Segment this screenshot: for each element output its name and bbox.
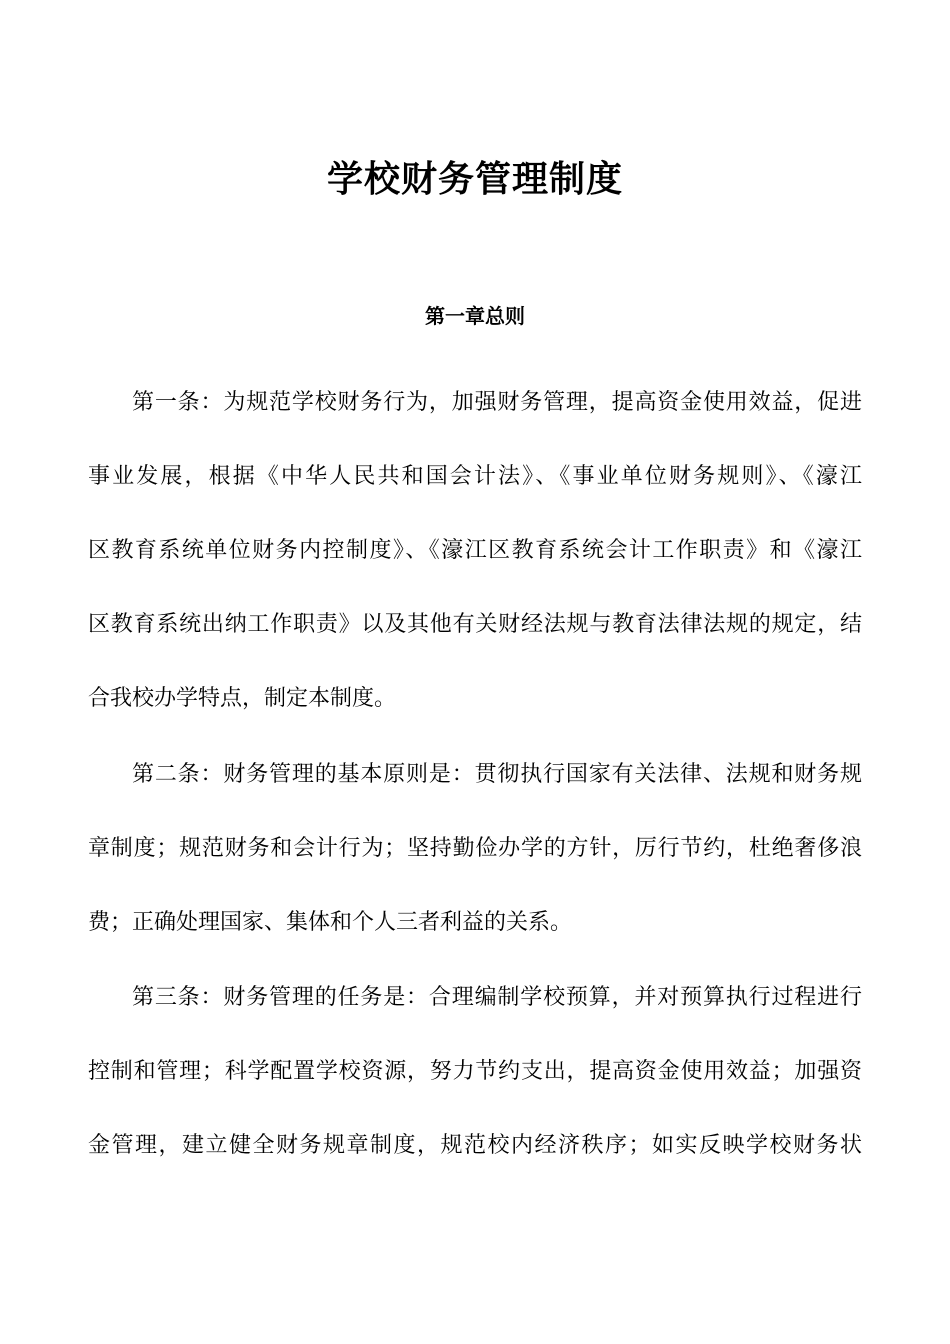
chapter-heading: 第一章总则 xyxy=(425,304,525,328)
article-3-line: 金管理，建立健全财务规章制度，规范校内经济秩序；如实反映学校财务状 xyxy=(88,1133,862,1158)
document-title: 学校财务管理制度 xyxy=(326,159,623,200)
article-1-line: 区教育系统单位财务内控制度》、《濠江区教育系统会计工作职责》和《濠江 xyxy=(88,538,862,563)
article-2-line: 第二条：财务管理的基本原则是：贯彻执行国家有关法律、法规和财务规 xyxy=(132,762,862,787)
article-1-line: 区教育系统出纳工作职责》以及其他有关财经法规与教育法律法规的规定，结 xyxy=(88,612,862,637)
article-2-line: 费；正确处理国家、集体和个人三者利益的关系。 xyxy=(88,910,573,935)
article-1-line: 第一条：为规范学校财务行为，加强财务管理，提高资金使用效益，促进 xyxy=(132,390,862,415)
article-1-line: 事业发展，根据《中华人民共和国会计法》、《事业单位财务规则》、《濠江 xyxy=(88,464,862,489)
article-3-line: 控制和管理；科学配置学校资源，努力节约支出，提高资金使用效益；加强资 xyxy=(88,1059,862,1084)
article-2-line: 章制度；规范财务和会计行为；坚持勤俭办学的方针，厉行节约，杜绝奢侈浪 xyxy=(88,836,862,861)
article-1-line: 合我校办学特点，制定本制度。 xyxy=(88,686,397,711)
article-3-line: 第三条：财务管理的任务是：合理编制学校预算，并对预算执行过程进行 xyxy=(132,985,862,1010)
